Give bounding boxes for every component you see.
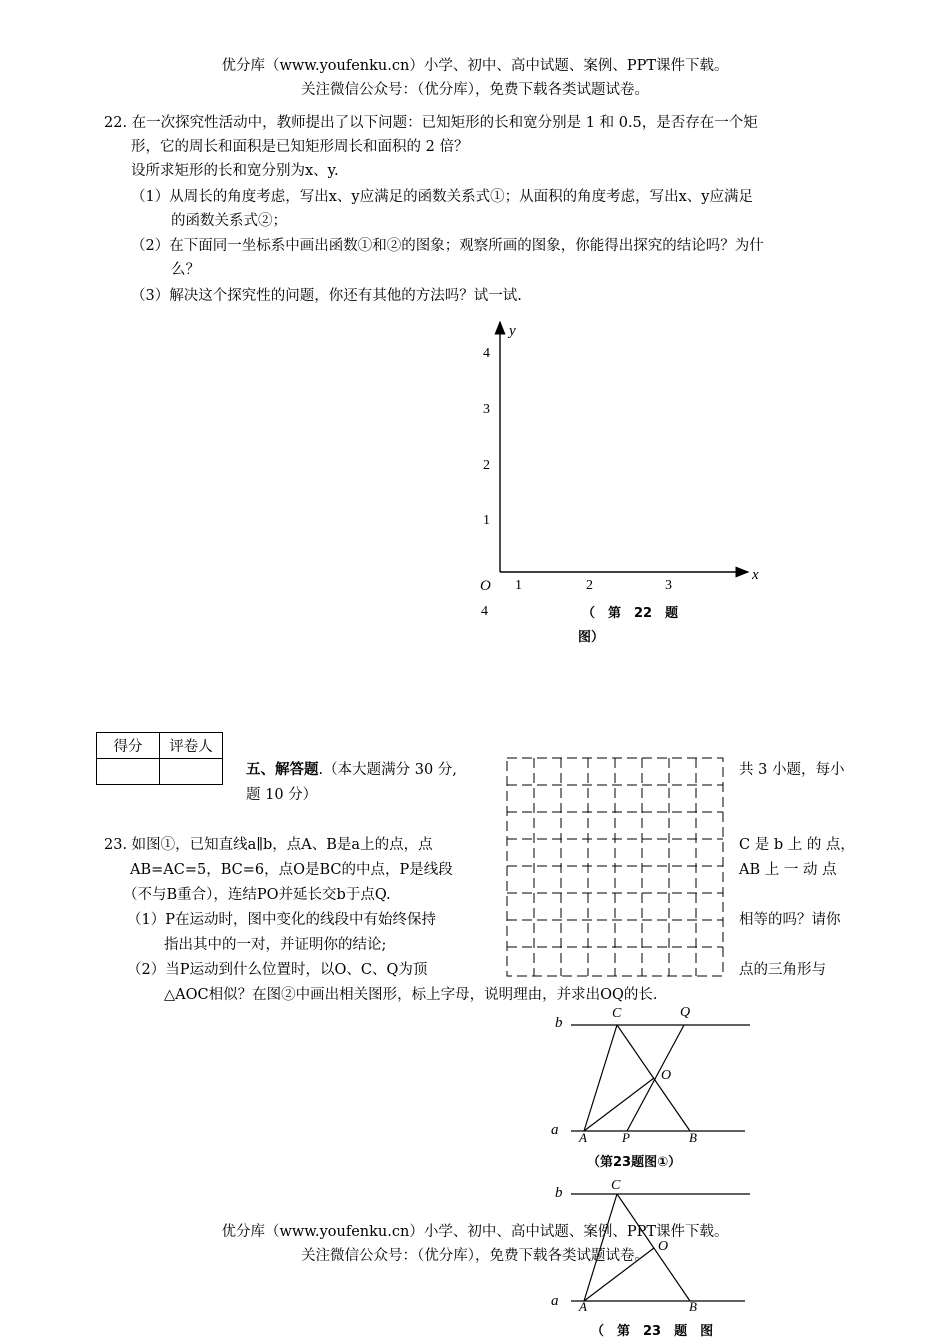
- q23-line-2-right: AB 上 一 动 点: [739, 862, 837, 878]
- section5-line-1: 五、解答题.（本大题满分 30 分,: [246, 761, 457, 778]
- q22-figure-caption-b: 图）: [578, 630, 605, 645]
- q23-line-7: △AOC相似？在图②中画出相关图形，标上字母，说明理由，并求出OQ的长.: [164, 987, 658, 1003]
- stray-label: 4: [481, 604, 488, 619]
- q22-part2-b: 么？: [171, 262, 200, 278]
- fig2-label-C: C: [611, 1178, 621, 1193]
- section5-line-2: 题 10 分）: [246, 787, 318, 803]
- q23-figure-1-caption: （第23题图①）: [587, 1155, 682, 1170]
- q23-line-3: （不与B重合），连结PO并延长交b于点Q.: [123, 887, 391, 903]
- y-tick-2: 2: [483, 458, 490, 473]
- q22-line-3: 设所求矩形的长和宽分别为x、y.: [131, 163, 339, 179]
- grader-header: 评卷人: [160, 733, 223, 759]
- q22-part1-b: 的函数关系式②；: [171, 213, 287, 229]
- footer-line-2: 关注微信公众号：（优分库），免费下载各类试题试卷。: [301, 1248, 649, 1264]
- x-axis-label: x: [752, 567, 759, 583]
- section5-line-1-right: 共 3 小题，每小: [739, 762, 845, 778]
- fig1-label-B: B: [689, 1130, 697, 1145]
- fig2-label-a: a: [551, 1293, 559, 1309]
- y-axis-label: y: [509, 323, 516, 339]
- origin-label: O: [480, 578, 491, 594]
- q23-line-5: 指出其中的一对，并证明你的结论;: [164, 937, 387, 953]
- y-tick-4: 4: [483, 346, 490, 361]
- header-line-2: 关注微信公众号：（优分库），免费下载各类试题试卷。: [301, 82, 649, 98]
- q23-line-6: （2）当P运动到什么位置时，以O、C、Q为顶: [127, 962, 428, 978]
- q23-line-1-right: C 是 b 上 的 点，: [739, 837, 855, 853]
- q23-line-6-right: 点的三角形与: [739, 962, 826, 978]
- q23-line-4-right: 相等的吗？请你: [739, 912, 841, 928]
- fig1-label-C: C: [612, 1006, 622, 1021]
- q22-figure-caption-a: （ 第 22 题: [582, 606, 679, 621]
- q22-part3: （3）解决这个探究性的问题，你还有其他的方法吗？试一试.: [131, 288, 522, 304]
- fig1-label-Q: Q: [680, 1005, 691, 1020]
- fig1-label-a: a: [551, 1122, 559, 1138]
- fig2-label-B: B: [689, 1299, 697, 1314]
- x-tick-1: 1: [515, 578, 522, 593]
- fig1-label-O: O: [661, 1068, 672, 1083]
- q22-part2-a: （2）在下面同一坐标系中画出函数①和②的图象；观察所画的图象，你能得出探究的结论吗？为什: [131, 238, 764, 254]
- q23-line-1: 23. 如图①，已知直线a∥b，点A、B是a上的点，点: [104, 837, 433, 853]
- y-tick-1: 1: [483, 513, 490, 528]
- fig2-label-A: A: [579, 1299, 587, 1314]
- q22-line-1: 22. 在一次探究性活动中，教师提出了以下问题：已知矩形的长和宽分别是 1 和 0.5，是否存在一个矩: [104, 115, 758, 131]
- header-line-1: 优分库（www.youfenku.cn）小学、初中、高中试题、案例、PPT课件下载。: [221, 58, 729, 74]
- score-header: 得分: [97, 733, 160, 759]
- fig1-label-b: b: [555, 1015, 563, 1031]
- q23-figure-2-caption: （ 第 23 题 图: [591, 1324, 714, 1339]
- fig2-label-b: b: [555, 1185, 563, 1201]
- y-tick-3: 3: [483, 402, 490, 417]
- fig2-label-O: O: [658, 1239, 669, 1254]
- footer-line-1: 优分库（www.youfenku.cn）小学、初中、高中试题、案例、PPT课件下载。: [221, 1224, 729, 1240]
- fig1-label-A: A: [579, 1130, 587, 1145]
- q23-line-2: AB=AC=5，BC=6，点O是BC的中点，P是线段: [130, 862, 453, 878]
- q22-line-2: 形，它的周长和面积是已知矩形周长和面积的 2 倍？: [131, 139, 469, 155]
- q22-part1-a: （1）从周长的角度考虑，写出x、y应满足的函数关系式①；从面积的角度考虑，写出x、y应满足: [131, 189, 753, 205]
- q23-line-4: （1）P在运动时，图中变化的线段中有始终保持: [127, 912, 436, 928]
- x-tick-3: 3: [665, 578, 672, 593]
- x-tick-2: 2: [586, 578, 593, 593]
- fig1-label-P: P: [622, 1130, 630, 1145]
